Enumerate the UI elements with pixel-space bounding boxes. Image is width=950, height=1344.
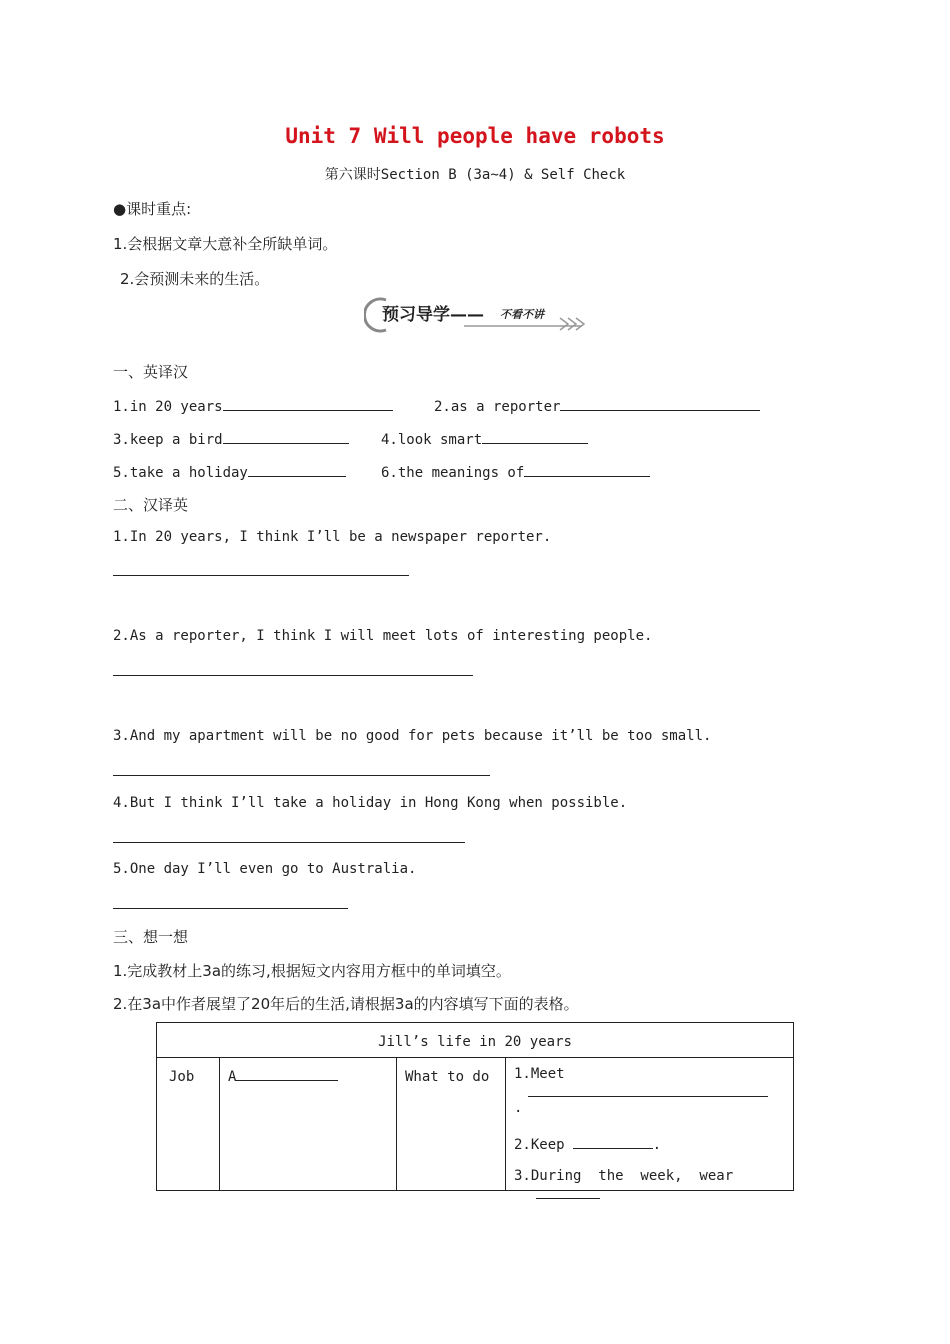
s1-item-6-text: 6.the meanings of — [381, 465, 525, 481]
focus-heading: ●课时重点: — [113, 200, 192, 218]
job-answer-cell — [220, 1058, 397, 1191]
answer-blank[interactable] — [536, 1184, 600, 1199]
s3-item-2: 2.在3a中作者展望了20年后的生活,请根据3a的内容填写下面的表格。 — [113, 995, 579, 1013]
answer-line[interactable] — [113, 675, 473, 676]
section2-heading: 二、汉译英 — [113, 496, 189, 514]
table-caption-cell — [157, 1023, 794, 1058]
s1-item-4 — [381, 429, 588, 448]
meet-period: . — [514, 1100, 523, 1116]
what-label: What to do — [405, 1069, 490, 1085]
s2-item-2: 2.As a reporter, I think I will meet lots of interesting people. — [113, 628, 653, 644]
keep-row — [514, 1134, 785, 1168]
answer-blank[interactable] — [248, 462, 346, 477]
s1-item-3 — [113, 429, 349, 448]
life-table — [156, 1022, 794, 1191]
s1-item-6 — [381, 462, 650, 481]
job-label: Job — [169, 1069, 195, 1085]
s1-item-3-text: 3.keep a bird — [113, 432, 223, 448]
answer-line[interactable] — [113, 908, 348, 909]
keep-end: . — [652, 1137, 662, 1153]
what-answer-cell — [506, 1058, 794, 1191]
s2-item-1: 1.In 20 years, I think I’ll be a newspaper reporter. — [113, 529, 552, 545]
meet-label: 1.Meet — [514, 1066, 565, 1082]
during-label: 3.During the week, wear — [514, 1168, 734, 1184]
s1-item-5 — [113, 462, 346, 481]
s2-item-5: 5.One day I’ll even go to Australia. — [113, 861, 417, 877]
s2-item-3: 3.And my apartment will be no good for pets because it’ll be too small. — [113, 728, 712, 744]
s1-item-4-text: 4.look smart — [381, 432, 483, 448]
answer-line[interactable] — [113, 775, 490, 776]
banner-label: 预习导学—— — [382, 305, 484, 325]
banner-sublabel: 不看不讲 — [500, 308, 544, 321]
table-caption: Jill’s life in 20 years — [378, 1033, 572, 1050]
s1-item-2 — [434, 396, 760, 415]
job-prefix: A — [228, 1069, 237, 1085]
answer-blank[interactable] — [573, 1134, 653, 1149]
answer-line[interactable] — [113, 842, 465, 843]
answer-blank[interactable] — [482, 429, 588, 444]
page-title: Unit 7 Will people have robots — [285, 124, 665, 148]
section1-heading: 一、英译汉 — [113, 363, 189, 381]
answer-blank[interactable] — [223, 429, 349, 444]
s1-item-1 — [113, 396, 393, 415]
s2-item-4: 4.But I think I’ll take a holiday in Hong Kong when possible. — [113, 795, 628, 811]
focus-item-2: 2.会预测未来的生活。 — [120, 270, 270, 288]
answer-blank[interactable] — [223, 396, 393, 411]
what-label-cell — [397, 1058, 506, 1191]
answer-blank[interactable] — [528, 1082, 768, 1097]
s1-item-2-text: 2.as a reporter — [434, 399, 561, 415]
focus-item-1: 1.会根据文章大意补全所缺单词。 — [113, 235, 338, 253]
section3-heading: 三、想一想 — [113, 928, 189, 946]
answer-blank[interactable] — [560, 396, 760, 411]
answer-blank[interactable] — [236, 1066, 338, 1081]
during-row — [514, 1168, 785, 1190]
page-subtitle: 第六课时Section B (3a~4) & Self Check — [324, 167, 626, 183]
s1-item-1-text: 1.in 20 years — [113, 399, 223, 415]
keep-label: 2.Keep — [514, 1137, 565, 1153]
s1-item-5-text: 5.take a holiday — [113, 465, 248, 481]
meet-row — [514, 1066, 785, 1100]
answer-line[interactable] — [113, 575, 409, 576]
job-label-cell — [157, 1058, 220, 1191]
preview-banner — [364, 296, 588, 334]
answer-blank[interactable] — [524, 462, 650, 477]
s3-item-1: 1.完成教材上3a的练习,根据短文内容用方框中的单词填空。 — [113, 962, 511, 980]
